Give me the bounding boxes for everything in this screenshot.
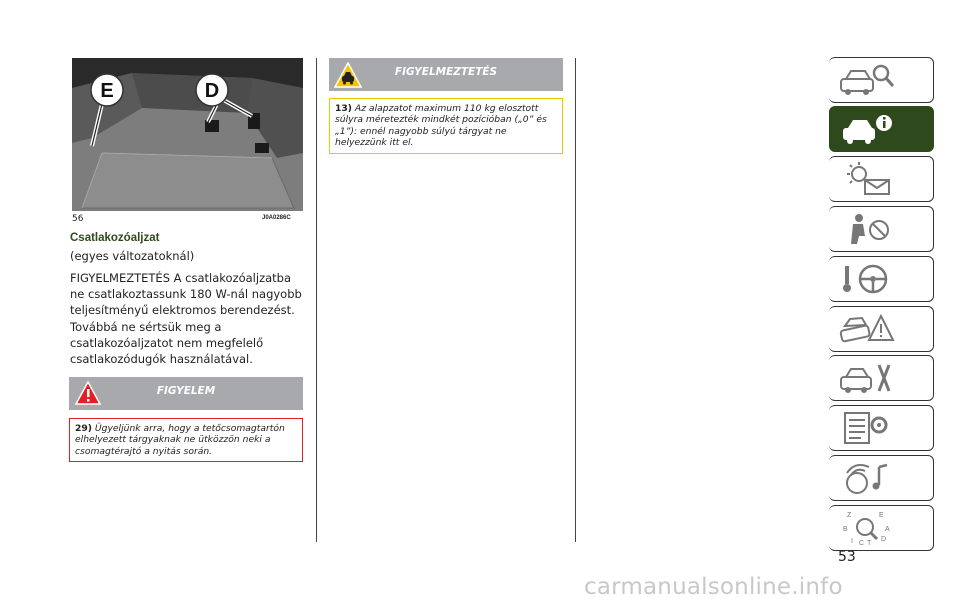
- car-warning-icon: [837, 310, 897, 350]
- watermark: carmanualsonline.info: [584, 574, 843, 600]
- trunk-photo: [72, 58, 303, 211]
- caution-box: [69, 418, 303, 462]
- callout-e: E: [100, 80, 114, 102]
- media-note-icon: [837, 459, 897, 499]
- svg-text:B: B: [843, 526, 848, 533]
- column-divider-right: [575, 58, 576, 542]
- sidebar-tab-car-info[interactable]: [829, 106, 934, 152]
- section-title: Csatlakozóaljzat: [70, 232, 160, 244]
- warning-header: [329, 58, 563, 91]
- car-tools-icon: [837, 359, 897, 399]
- column-divider-left: [316, 58, 317, 542]
- warning-number: 13): [335, 103, 352, 114]
- sidebar-tab-lights-messages[interactable]: [829, 156, 934, 202]
- caution-text: Ügyeljünk arra, hogy a tetőcsomagtartón elhelyezett tárgyaknak ne ütközzön neki a csomagtérajtó a nyitás során.: [75, 423, 285, 457]
- figure-number: 56: [72, 214, 84, 224]
- svg-text:E: E: [879, 512, 884, 519]
- warning-label: FIGYELMEZTETÉS: [394, 66, 498, 78]
- sidebar-tab-safety[interactable]: [829, 206, 934, 252]
- svg-text:T: T: [867, 540, 872, 547]
- sidebar-tab-index[interactable]: [829, 505, 934, 551]
- svg-text:Z: Z: [847, 512, 852, 519]
- svg-text:D: D: [881, 536, 887, 543]
- warning-text: Az alapzatot maximum 110 kg elosztott súlyra méretezték mindkét pozícióban („0” és „1”): ennél nagyobb súlyú tárgyat ne helyezzünk itt el.: [335, 103, 547, 149]
- sidebar-tab-emergency[interactable]: [829, 306, 934, 352]
- sidebar-tab-maintenance[interactable]: [829, 355, 934, 401]
- sidebar-tab-car-search[interactable]: [829, 57, 934, 103]
- svg-text:C: C: [859, 540, 865, 547]
- alphabetical-index-icon: [837, 509, 897, 549]
- car-search-icon: [837, 61, 897, 101]
- caution-header: [69, 377, 303, 410]
- steering-wheel-icon: [837, 260, 897, 300]
- seat-safety-icon: [837, 210, 897, 250]
- warning-box: [329, 98, 563, 154]
- page-number: 53: [838, 549, 856, 565]
- document-gear-icon: [837, 409, 897, 449]
- section-body: FIGYELMEZTETÉS A csatlakozóaljzatba ne csatlakoztassunk 180 W-nál nagyobb teljesítményű elektromos berendezést. Továbbá ne sértsük meg a csatlakozóaljzatot nem megfelelő csatlakozódugók használatával.: [70, 271, 302, 367]
- sidebar-tab-multimedia[interactable]: [829, 455, 934, 501]
- svg-text:I: I: [851, 538, 853, 545]
- svg-text:A: A: [885, 526, 890, 533]
- light-envelope-icon: [837, 160, 897, 200]
- section-subtitle: (egyes változatoknál): [70, 249, 195, 263]
- figure-code: J0A0286C: [262, 215, 291, 221]
- callout-d: D: [204, 80, 220, 102]
- sidebar-tab-driving[interactable]: [829, 256, 934, 302]
- car-info-icon: [837, 110, 897, 150]
- caution-label: FIGYELEM: [156, 385, 216, 397]
- sidebar-tab-technical-data[interactable]: [829, 405, 934, 451]
- caution-number: 29): [75, 423, 92, 434]
